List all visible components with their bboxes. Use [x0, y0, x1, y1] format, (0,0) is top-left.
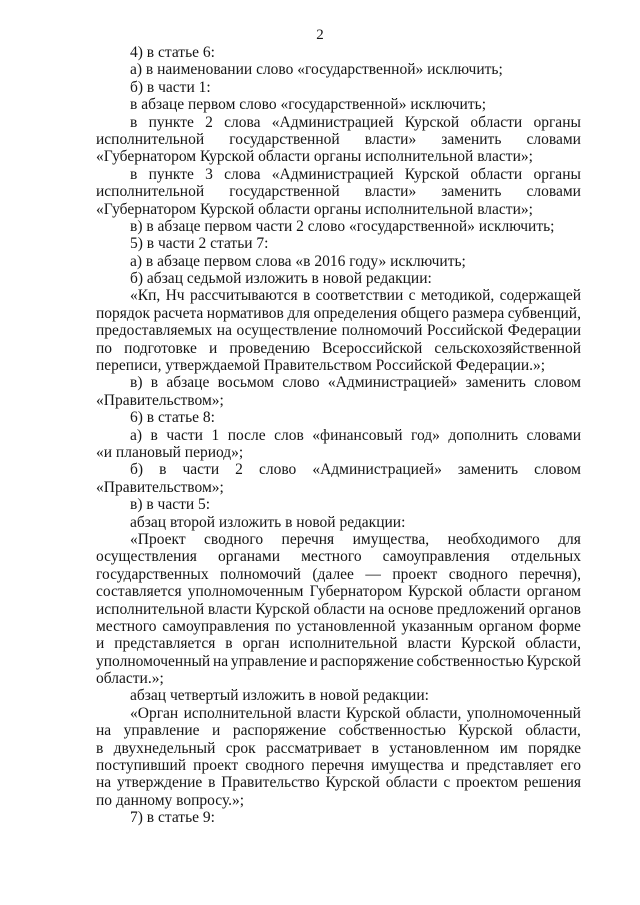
text-fragment: «Губернатором Курской области органы исполнительной власти»; — [96, 148, 533, 166]
text-fragment: собственностью — [338, 722, 446, 740]
text-fragment: области, — [405, 704, 462, 722]
text-fragment: в — [303, 287, 311, 305]
text-fragment: органом — [526, 583, 581, 601]
text-fragment: подготовке — [124, 339, 197, 357]
text-fragment: составляется — [96, 583, 182, 601]
text-line — [96, 427, 581, 444]
text-fragment: в — [130, 165, 138, 183]
text-fragment: после — [227, 426, 266, 444]
text-fragment: «Администрацией» — [327, 374, 458, 392]
text-line — [96, 166, 581, 183]
text-fragment: государственных — [96, 565, 209, 583]
text-fragment: в — [159, 461, 167, 479]
text-fragment: области — [468, 583, 521, 601]
text-fragment: осуществления — [96, 548, 197, 566]
text-fragment: области, — [525, 722, 581, 740]
text-fragment: по — [275, 617, 292, 635]
text-fragment: б) — [130, 461, 144, 479]
text-fragment: местного — [96, 617, 157, 635]
text-fragment: и — [208, 339, 218, 357]
text-fragment: с — [408, 287, 416, 305]
text-fragment: «финансовый — [312, 426, 403, 444]
text-fragment: «Губернатором Курской области органы исполнительной власти»; — [96, 200, 533, 218]
text-fragment: самоуправления — [162, 617, 270, 635]
text-fragment: словом — [534, 374, 581, 392]
text-fragment: 3 — [205, 165, 213, 183]
text-fragment: и — [450, 757, 460, 775]
text-fragment: распоряжение — [320, 652, 414, 670]
text-fragment: по данному вопросу.»; — [96, 791, 245, 809]
text-fragment: собственностью — [416, 652, 524, 670]
text-line — [96, 218, 581, 235]
text-line — [96, 253, 581, 270]
text-fragment: области.»; — [96, 670, 164, 688]
text-fragment: в — [371, 739, 379, 757]
text-fragment: в — [225, 635, 233, 653]
text-fragment: перечня), — [519, 565, 581, 583]
text-fragment: Курской — [461, 635, 516, 653]
text-fragment: заменить — [457, 461, 519, 479]
document-body — [96, 44, 581, 827]
text-fragment: (далее — [312, 565, 354, 583]
text-line — [96, 548, 581, 565]
text-line — [96, 357, 581, 374]
text-fragment: полномочий — [220, 565, 301, 583]
text-fragment: а) в наименовании слово «государственной» исключить; — [130, 61, 503, 79]
text-fragment: 2 — [235, 461, 243, 479]
text-fragment: в — [150, 374, 159, 392]
text-fragment: Курской — [325, 774, 380, 792]
text-fragment: области — [313, 600, 366, 618]
text-fragment: словами — [526, 183, 581, 201]
text-fragment: Российской — [426, 322, 504, 340]
text-fragment: уполномоченный — [466, 704, 581, 722]
text-line — [96, 114, 581, 131]
text-fragment: для — [287, 304, 311, 322]
text-fragment: методикой, — [420, 287, 495, 305]
text-fragment: заменить — [441, 130, 502, 148]
text-line — [96, 653, 581, 670]
text-fragment: управление — [123, 722, 200, 740]
text-fragment: им — [499, 739, 518, 757]
text-line — [96, 148, 581, 165]
text-fragment: и — [212, 722, 221, 740]
text-line — [96, 340, 581, 357]
text-fragment: Всероссийской — [322, 339, 423, 357]
text-fragment: общего — [400, 304, 449, 322]
text-fragment: Федерации — [507, 322, 581, 340]
text-fragment: для — [558, 530, 581, 548]
text-fragment: Курской — [346, 704, 401, 722]
text-fragment: субвенций, — [507, 304, 581, 322]
text-fragment: 5) в части 2 статьи 7: — [130, 235, 269, 253]
text-fragment: размера — [452, 304, 505, 322]
text-fragment: восьмом — [217, 374, 274, 392]
text-fragment: а) — [130, 426, 143, 444]
text-fragment: на — [96, 774, 112, 792]
text-fragment: проектом — [456, 774, 519, 792]
text-fragment: абзац четвертый изложить в новой редакции: — [130, 687, 429, 705]
text-fragment: «Орган — [130, 704, 179, 722]
text-fragment: а) в абзаце первом слова «в 2016 году» исключить; — [130, 252, 466, 270]
text-line — [96, 618, 581, 635]
text-fragment: исполнительной — [96, 130, 205, 148]
text-fragment: слова — [224, 113, 261, 131]
text-line — [96, 740, 581, 757]
text-fragment: необходимого — [447, 530, 540, 548]
text-fragment: Курской — [255, 600, 310, 618]
text-fragment: предложений — [437, 600, 526, 618]
text-fragment: государственной — [229, 183, 340, 201]
text-fragment: органов — [528, 600, 581, 618]
text-fragment: абзаце — [166, 374, 210, 392]
text-line — [96, 722, 581, 739]
text-fragment: области — [385, 774, 438, 792]
text-fragment: в — [130, 113, 138, 131]
text-fragment: области, — [525, 635, 581, 653]
text-fragment: представляется — [114, 635, 216, 653]
text-line — [96, 566, 581, 583]
text-fragment: 7) в статье 9: — [130, 809, 215, 827]
text-fragment: в абзаце первом слово «государственной» исключить; — [130, 96, 487, 114]
text-fragment: пункте — [148, 113, 194, 131]
text-line — [96, 61, 581, 78]
text-fragment: слов — [274, 426, 304, 444]
text-fragment: поступивший — [96, 757, 187, 775]
text-fragment: пункте — [148, 165, 194, 183]
text-fragment: в) в части 5: — [130, 496, 211, 514]
text-fragment: перечня — [281, 530, 335, 548]
text-fragment: на — [216, 322, 232, 340]
text-line — [96, 461, 581, 478]
text-fragment: слово — [258, 461, 297, 479]
text-fragment: утверждение — [116, 774, 203, 792]
text-line — [96, 635, 581, 652]
text-fragment: с — [443, 774, 451, 792]
text-fragment: по — [96, 339, 113, 357]
text-fragment: абзац второй изложить в новой редакции: — [130, 513, 406, 531]
text-fragment: распоряжение — [232, 722, 327, 740]
text-line — [96, 44, 581, 61]
text-line — [96, 374, 581, 391]
text-fragment: «Правительством»; — [96, 478, 224, 496]
text-fragment: основе — [388, 600, 434, 618]
text-line — [96, 392, 581, 409]
text-fragment: Курской — [458, 722, 513, 740]
text-fragment: слово — [282, 374, 320, 392]
text-fragment: нормативов — [206, 304, 284, 322]
text-fragment: Губернатором — [309, 583, 402, 601]
text-line — [96, 235, 581, 252]
text-line — [96, 809, 581, 826]
text-fragment: указанным — [401, 617, 474, 635]
text-line — [96, 583, 581, 600]
text-fragment: «Администрацией» — [312, 461, 442, 479]
text-fragment: словами — [526, 130, 581, 148]
text-fragment: самоуправления — [382, 548, 490, 566]
text-fragment: части — [166, 426, 203, 444]
text-line — [96, 201, 581, 218]
text-fragment: уполномоченный — [96, 652, 211, 670]
text-line — [96, 287, 581, 304]
text-fragment: 2 — [205, 113, 213, 131]
text-fragment: рассчитываются — [189, 287, 298, 305]
text-fragment: установленном — [389, 739, 490, 757]
text-line — [96, 322, 581, 339]
text-fragment: установленной — [296, 617, 396, 635]
text-fragment: «Администрацией — [271, 165, 394, 183]
text-fragment: заменить — [441, 183, 502, 201]
text-fragment: его — [560, 757, 581, 775]
text-fragment: «Кп, — [130, 287, 161, 305]
text-fragment: Нч — [165, 287, 185, 305]
text-line — [96, 409, 581, 426]
text-line — [96, 496, 581, 513]
text-fragment: 4) в статье 6: — [130, 44, 215, 61]
text-line — [96, 444, 581, 461]
text-fragment: власти — [297, 704, 341, 722]
text-fragment: представляет — [466, 757, 554, 775]
text-line — [96, 96, 581, 113]
text-fragment: форме — [538, 617, 581, 635]
text-fragment: власти» — [364, 183, 417, 201]
text-fragment: власти — [207, 600, 252, 618]
text-fragment: порядок — [96, 304, 151, 322]
text-fragment: и — [309, 652, 318, 670]
text-fragment: «Администрацией — [271, 113, 394, 131]
text-fragment: исполнительной — [183, 704, 292, 722]
text-fragment: органы — [533, 165, 581, 183]
text-fragment: сводного — [245, 757, 305, 775]
text-fragment: в — [208, 774, 216, 792]
text-fragment: области — [470, 113, 523, 131]
text-line — [96, 79, 581, 96]
text-fragment: имущества, — [352, 530, 430, 548]
text-fragment: двухнедельный — [113, 739, 216, 757]
text-fragment: управление — [230, 652, 307, 670]
text-fragment: в) — [130, 374, 143, 392]
text-fragment: расчета — [153, 304, 204, 322]
text-line — [96, 131, 581, 148]
text-fragment: сводного — [448, 565, 508, 583]
text-fragment: — — [365, 565, 381, 583]
text-fragment: в — [150, 426, 158, 444]
text-fragment: власти — [407, 635, 452, 653]
page-number: 2 — [316, 27, 324, 43]
text-line — [96, 270, 581, 287]
text-line — [96, 757, 581, 774]
text-fragment: содержащей — [499, 287, 581, 305]
text-fragment: органом — [478, 617, 534, 635]
text-fragment: определения — [313, 304, 398, 322]
text-fragment: переписи, утверждаемой Правительством Российской Федерации.»; — [96, 357, 546, 375]
text-fragment: 1 — [211, 426, 220, 444]
text-fragment: полномочий — [341, 322, 423, 340]
text-fragment: б) в части 1: — [130, 78, 211, 96]
text-fragment: органы — [533, 113, 581, 131]
text-fragment: в) в абзаце первом части 2 слово «государственной» исключить; — [130, 217, 555, 235]
text-fragment: сводного — [204, 530, 264, 548]
text-fragment: Правительство — [221, 774, 320, 792]
text-fragment: в — [96, 739, 104, 757]
text-line — [96, 479, 581, 496]
text-fragment: проект — [193, 757, 239, 775]
text-line — [96, 670, 581, 687]
text-line — [96, 705, 581, 722]
text-fragment: сельскохозяйственной — [434, 339, 581, 357]
text-line — [96, 774, 581, 791]
text-fragment: дополнить — [448, 426, 519, 444]
text-fragment: проект — [392, 565, 438, 583]
text-fragment: части — [182, 461, 220, 479]
text-fragment: Курской — [526, 652, 581, 670]
text-fragment: заменить — [465, 374, 526, 392]
text-fragment: местного — [301, 548, 362, 566]
text-fragment: порядке — [528, 739, 581, 757]
text-fragment: «Правительством»; — [96, 391, 224, 409]
text-fragment: на — [369, 600, 385, 618]
text-fragment: б) абзац седьмой изложить в новой редакции: — [130, 270, 432, 288]
text-fragment: «и плановый период»; — [96, 443, 244, 461]
text-line — [96, 305, 581, 322]
text-fragment: исполнительной — [96, 600, 205, 618]
text-fragment: решения — [523, 774, 581, 792]
text-fragment: отдельных — [510, 548, 581, 566]
text-fragment: «Проект — [130, 530, 186, 548]
text-line — [96, 183, 581, 200]
text-fragment: области — [470, 165, 523, 183]
text-fragment: перечня — [311, 757, 365, 775]
text-fragment: предоставляемых — [96, 322, 213, 340]
text-fragment: на — [96, 722, 112, 740]
text-fragment: имущества — [371, 757, 444, 775]
text-fragment: исполнительной — [289, 635, 398, 653]
text-fragment: словом — [534, 461, 581, 479]
text-fragment: государственной — [229, 130, 340, 148]
text-fragment: уполномоченным — [187, 583, 304, 601]
text-line — [96, 531, 581, 548]
text-line — [96, 687, 581, 704]
text-fragment: слова — [224, 165, 261, 183]
text-fragment: на — [212, 652, 229, 670]
text-fragment: год» — [410, 426, 440, 444]
text-line — [96, 601, 581, 618]
text-fragment: рассматривает — [266, 739, 362, 757]
text-fragment: словами — [526, 426, 581, 444]
text-fragment: 6) в статье 8: — [130, 409, 215, 427]
text-fragment: Курской — [404, 113, 460, 131]
text-line — [96, 514, 581, 531]
text-line — [96, 792, 581, 809]
text-fragment: власти» — [364, 130, 417, 148]
text-fragment: Курской — [404, 165, 460, 183]
text-fragment: проведению — [229, 339, 310, 357]
text-fragment: Курской — [408, 583, 463, 601]
text-fragment: органами — [217, 548, 280, 566]
text-fragment: срок — [225, 739, 256, 757]
text-fragment: и — [96, 635, 105, 653]
text-fragment: соответствии — [315, 287, 404, 305]
text-fragment: исполнительной — [96, 183, 205, 201]
text-fragment: орган — [242, 635, 280, 653]
text-fragment: осуществление — [236, 322, 338, 340]
